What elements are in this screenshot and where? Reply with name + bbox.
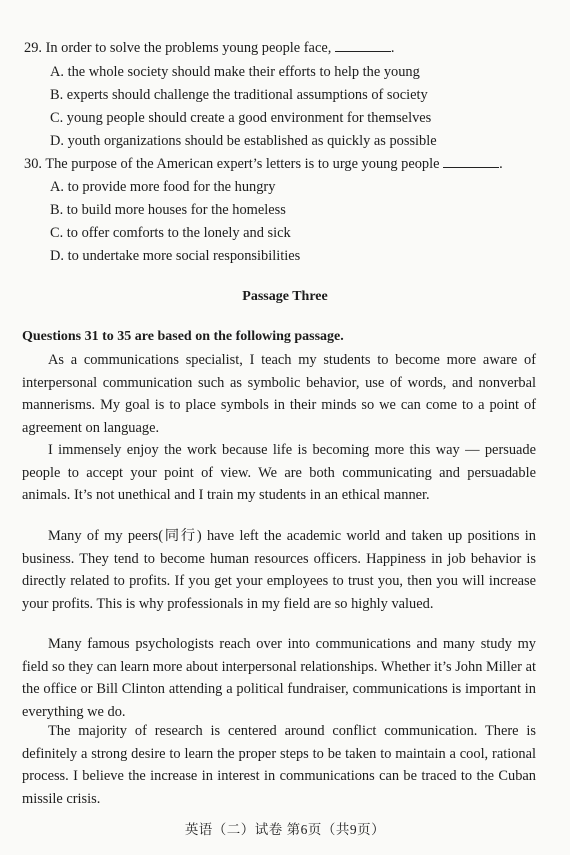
question-30-end: . [499,156,503,172]
option-29-b: B. experts should challenge the traditional assumptions of society [50,87,428,103]
answer-blank [335,39,391,52]
passage-paragraph-4: Many famous psychologists reach over into communications and many study my field so they can learn more about interpersonal relationships. Whether it’s John Miller at the office or Bill Clinton attending a political fundraiser, communications is important in everything we do. [22,636,536,720]
passage-paragraph-1: As a communications specialist, I teach my students to become more aware of interpersonal communication such as symbolic behavior, use of words, and nonverbal mannerisms. My goal is to place symbols in their minds so we can come to a point of agreement on language. [22,352,536,436]
question-29-text: 29. In order to solve the problems young people face, [24,40,335,56]
question-29-end: . [390,40,395,56]
page-footer: 英语（二）试卷 第6页（共9页） [184,822,386,837]
passage-instructions: Questions 31 to 35 are based on the following passage. [22,329,344,344]
option-29-c: C. young people should create a good environment for themselves [50,110,432,126]
option-30-c: C. to offer comforts to the lonely and sick [50,225,291,241]
question-30-stem [24,155,503,173]
passage-paragraph-3: Many of my peers(同行) have left the academic world and taken up positions in business. They tend to become human resources officers. Happiness in job behavior is directly related to profits. If you get your employees to trust you, then you will increase your profits. This is why professionals in my field are so highly valued. [22,528,536,612]
question-29-stem [24,39,395,57]
passage-paragraph-5: The majority of research is centered around conflict communication. There is definitely a strong desire to learn the proper steps to be taken to maintain a cool, rational process. I believe the increase in interest in communications can be traced to the Cuban missile crisis. [22,723,536,807]
option-30-a: A. to provide more food for the hungry [50,179,276,195]
answer-blank [443,155,499,168]
passage-title: Passage Three [242,289,328,304]
option-30-b: B. to build more houses for the homeless [50,202,286,218]
option-30-d: D. to undertake more social responsibilities [50,248,301,264]
option-29-d: D. youth organizations should be established as quickly as possible [50,133,437,149]
passage-paragraph-2: I immensely enjoy the work because life is becoming more this way — persuade people to accept your point of view. We are both communicating and persuadable animals. It’s not unethical and I train my students in an ethical manner. [22,442,536,504]
question-30-text: 30. The purpose of the American expert’s letters is to urge young people [24,156,444,172]
option-29-a: A. the whole society should make their efforts to help the young [50,64,420,80]
